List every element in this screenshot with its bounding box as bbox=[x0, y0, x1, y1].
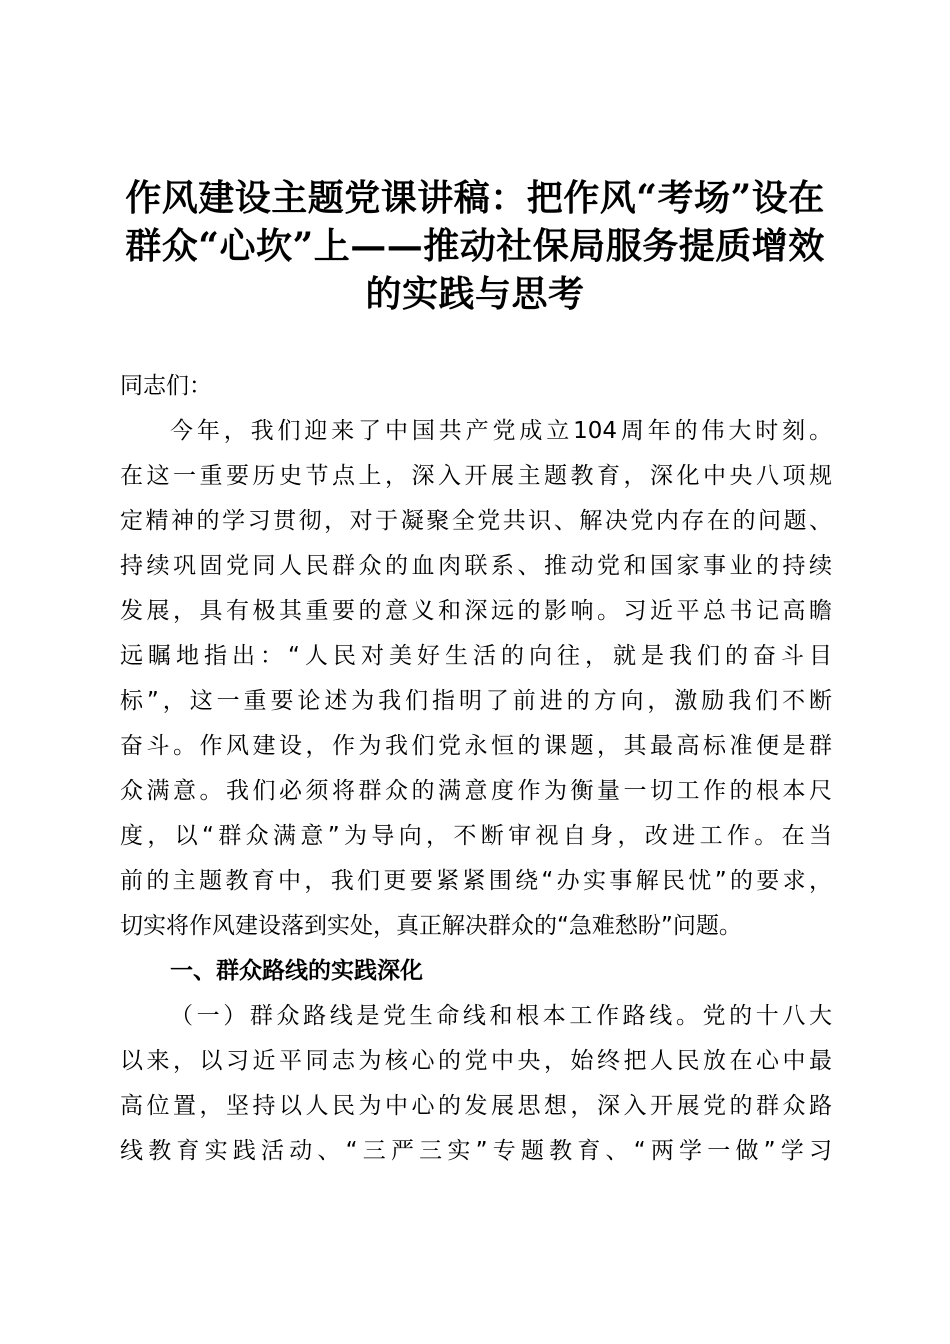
paragraph-line: 标”，这一重要论述为我们指明了前进的方向，激励我们不断 bbox=[120, 688, 832, 714]
paragraph-intro bbox=[120, 409, 832, 949]
salutation: 同志们： bbox=[120, 373, 212, 399]
paragraph-line: 在这一重要历史节点上，深入开展主题教育，深化中央八项规 bbox=[120, 463, 832, 489]
title-line: 群众“心坎”上——推动社保局服务提质增效 bbox=[125, 225, 825, 267]
paragraph-line: 线教育实践活动、“三严三实”专题教育、“两学一做”学习 bbox=[120, 1138, 832, 1164]
document-body bbox=[120, 364, 832, 1174]
paragraph-line: 众满意。我们必须将群众的满意度作为衡量一切工作的根本尺 bbox=[120, 778, 832, 804]
paragraph-line: 以来，以习近平同志为核心的党中央，始终把人民放在心中最 bbox=[120, 1048, 832, 1074]
paragraph-line: 定精神的学习贯彻，对于凝聚全党共识、解决党内存在的问题、 bbox=[120, 508, 832, 534]
paragraph-line: 发展，具有极其重要的意义和深远的影响。习近平总书记高瞻 bbox=[120, 598, 832, 624]
paragraph-line: 前的主题教育中，我们更要紧紧围绕“办实事解民忧”的要求， bbox=[120, 868, 832, 894]
paragraph-line: 持续巩固党同人民群众的血肉联系、推动党和国家事业的持续 bbox=[120, 553, 832, 579]
paragraph-line: 奋斗。作风建设，作为我们党永恒的课题，其最高标准便是群 bbox=[120, 733, 832, 759]
paragraph-line: （一）群众路线是党生命线和根本工作路线。党的十八大 bbox=[170, 1003, 832, 1029]
title-line: 作风建设主题党课讲稿：把作风“考场”设在 bbox=[125, 177, 825, 219]
paragraph-line: 度，以“群众满意”为导向，不断审视自身，改进工作。在当 bbox=[120, 823, 832, 849]
section-heading: 一、群众路线的实践深化 bbox=[170, 958, 423, 984]
paragraph-line: 今年，我们迎来了中国共产党成立104周年的伟大时刻。 bbox=[170, 418, 832, 444]
paragraph-line: 高位置，坚持以人民为中心的发展思想，深入开展党的群众路 bbox=[120, 1093, 832, 1119]
paragraph-line: 远瞩地指出：“人民对美好生活的向往，就是我们的奋斗目 bbox=[120, 643, 832, 669]
paragraph-section1 bbox=[120, 994, 832, 1174]
paragraph-line: 切实将作风建设落到实处，真正解决群众的“急难愁盼”问题。 bbox=[120, 913, 742, 939]
document-title bbox=[110, 174, 840, 318]
title-line: 的实践与思考 bbox=[365, 273, 585, 315]
